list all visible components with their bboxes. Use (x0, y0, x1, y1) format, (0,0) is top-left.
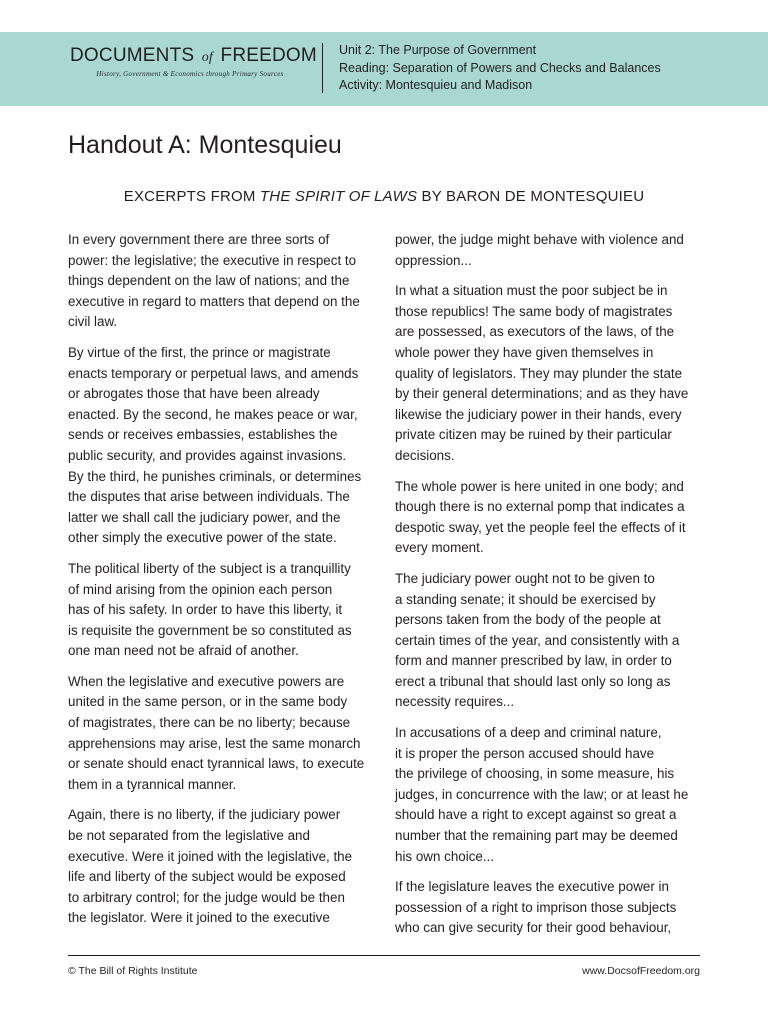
text-line: number that the remaining part may be deemed (395, 828, 678, 844)
text-line: his own choice... (395, 848, 494, 864)
text-line: it is proper the person accused should have (395, 745, 655, 761)
text-line: public security, and provides against invasions. (68, 447, 347, 463)
text-line: them in a tyrannical manner. (68, 776, 237, 792)
text-line: erect a tribunal that should last only so long as (395, 673, 671, 689)
text-line: certain times of the year, and consistently with a (395, 632, 680, 648)
paragraph (395, 230, 705, 271)
text-line: In what a situation must the poor subject be in (395, 283, 668, 299)
excerpt-heading-suffix: BY BARON DE MONTESQUIEU (417, 188, 645, 205)
text-line: In every government there are three sorts of (68, 232, 330, 247)
logo-word-freedom: FREEDOM (220, 45, 317, 66)
text-line: The judiciary power ought not to be given to (395, 570, 655, 586)
text-line: The whole power is here united in one body; and (395, 478, 684, 494)
page-title: Handout A: Montesquieu (68, 131, 342, 159)
paragraph (68, 559, 378, 662)
activity-label: Activity: Montesquieu and Madison (339, 78, 533, 92)
text-line: to arbitrary control; for the judge would be then (68, 889, 345, 905)
text-line: are possessed, as executors of the laws, of the (395, 324, 675, 340)
text-column-left (68, 230, 378, 939)
unit-label: Unit 2: The Purpose of Government (339, 43, 537, 57)
text-line: executive. Were it joined with the legislative, the (68, 848, 353, 864)
logo-tagline: History, Government & Economics through Primary Sources (96, 70, 284, 78)
text-line: should have a right to except against so great a (395, 807, 677, 823)
text-line: the privilege of choosing, in some measure, his (395, 766, 675, 782)
text-line: latter we shall call the judiciary power, and the (68, 509, 341, 525)
text-line: a standing senate; it should be exercised by (395, 591, 656, 607)
text-line: be not separated from the legislative and (68, 828, 310, 844)
text-line: Again, there is no liberty, if the judiciary power (68, 807, 341, 823)
text-line: despotic sway, yet the people feel the effects of it (395, 519, 686, 535)
text-column-right (395, 230, 705, 949)
paragraph (395, 877, 705, 939)
paragraph (68, 230, 378, 333)
excerpt-heading-work: THE SPIRIT OF LAWS (259, 188, 418, 205)
text-line: enacted. By the second, he makes peace or war, (68, 406, 358, 422)
text-line: If the legislature leaves the executive power in (395, 879, 669, 895)
text-line: In accusations of a deep and criminal nature, (395, 725, 662, 741)
paragraph (395, 723, 705, 867)
paragraph (68, 805, 378, 929)
text-line: things dependent on the law of nations; and the (68, 273, 350, 289)
header-divider (322, 43, 323, 93)
text-line: every moment. (395, 540, 484, 556)
text-line: private citizen may be ruined by their particular (395, 427, 672, 443)
paragraph (68, 672, 378, 796)
text-line: executive in regard to matters that depend on the (68, 293, 360, 309)
text-line: quality of legislators. They may plunder the state (395, 365, 683, 381)
footer-copyright: © The Bill of Rights Institute (68, 965, 198, 977)
text-line: possession of a right to imprison those subjects (395, 899, 677, 915)
text-line: oppression... (395, 252, 472, 268)
text-line: though there is no external pomp that indicates a (395, 499, 685, 515)
paragraph (395, 477, 705, 559)
text-line: By virtue of the first, the prince or magistrate (68, 344, 331, 360)
text-line: life and liberty of the subject would be exposed (68, 869, 346, 885)
paragraph (68, 343, 378, 549)
footer-url: www.DocsofFreedom.org (582, 965, 700, 977)
text-line: those republics! The same body of magistrates (395, 303, 673, 319)
text-line: is requisite the government be so constituted as (68, 622, 352, 638)
text-line: civil law. (68, 314, 118, 330)
excerpt-heading-prefix: EXCERPTS FROM (123, 188, 260, 205)
text-line: necessity requires... (395, 694, 515, 710)
text-line: enacts temporary or perpetual laws, and amends (68, 365, 359, 381)
text-line: likewise the judiciary power in their hands, every (395, 406, 682, 422)
logo-word-of: of (201, 50, 214, 65)
text-line: power: the legislative; the executive in respect to (68, 252, 357, 268)
text-line: power, the judge might behave with violence and (395, 232, 684, 247)
paragraph (395, 569, 705, 713)
text-line: the disputes that arise between individuals. The (68, 489, 350, 505)
text-line: decisions. (395, 447, 455, 463)
text-line: form and manner prescribed by law, in order to (395, 653, 672, 669)
docs-of-freedom-logo (70, 45, 317, 78)
logo-word-documents: DOCUMENTS (70, 45, 195, 66)
text-line: by their general determinations; and as they have (395, 386, 689, 402)
text-line: sends or receives embassies, establishes the (68, 427, 338, 443)
text-line: united in the same person, or in the same body (68, 694, 348, 710)
text-line: has of his safety. In order to have this liberty, it (68, 602, 343, 618)
text-line: apprehensions may arise, lest the same monarch (68, 735, 361, 751)
text-line: whole power they have given themselves in (395, 344, 654, 360)
text-line: one man need not be afraid of another. (68, 643, 299, 659)
excerpt-heading (0, 188, 768, 205)
text-line: or abrogates those that have been already (68, 386, 320, 402)
text-line: of mind arising from the opinion each person (68, 581, 333, 597)
text-line: judges, in concurrence with the law; or at least he (395, 786, 689, 802)
text-line: The political liberty of the subject is a tranquillity (68, 560, 351, 576)
text-line: other simply the executive power of the state. (68, 530, 337, 546)
text-line: the legislator. Were it joined to the executive (68, 910, 330, 926)
footer-rule (68, 955, 700, 956)
text-line: persons taken from the body of the people at (395, 612, 661, 628)
reading-label: Reading: Separation of Powers and Checks and Balances (339, 60, 661, 75)
header-info (339, 42, 661, 95)
text-line: of magistrates, there can be no liberty; because (68, 715, 351, 731)
text-line: When the legislative and executive powers are (68, 673, 345, 689)
text-line: or senate should enact tyrannical laws, to execute (68, 756, 365, 772)
text-line: By the third, he punishes criminals, or determines (68, 468, 362, 484)
paragraph (395, 281, 705, 466)
header-banner (0, 32, 768, 106)
text-line: who can give security for their good behaviour, (395, 920, 672, 936)
